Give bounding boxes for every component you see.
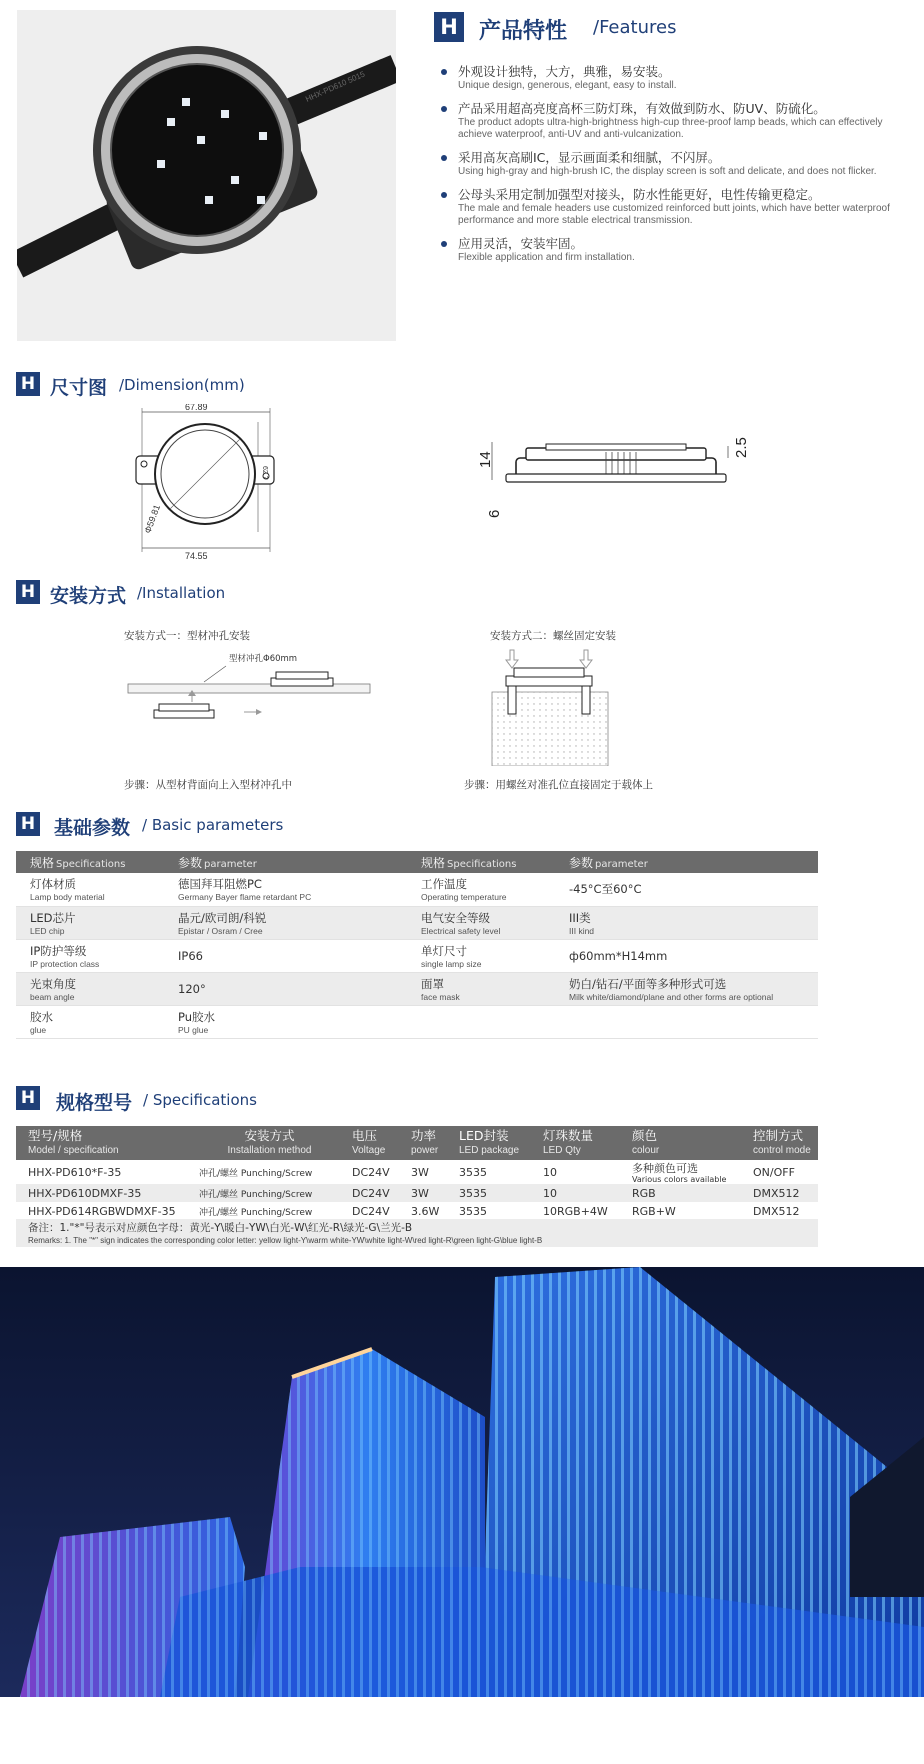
section-h-icon: H bbox=[434, 12, 464, 42]
dim-bottom-width: 74.55 bbox=[185, 551, 208, 561]
feature-item: 采用高灰高刷IC，显示画面柔和细腻，不闪屏。 Using high-gray and high-brush IC, the display screen is soft and delicate, and does not flicker. bbox=[440, 150, 890, 178]
installation-title: 安装方式 bbox=[50, 585, 127, 607]
features-subtitle: /Features bbox=[593, 17, 677, 38]
basic-title: 基础参数 bbox=[54, 817, 131, 839]
install-method1-title: 安装方式一：型材冲孔安装 bbox=[124, 630, 250, 642]
header-cell: 参数 parameter bbox=[555, 851, 818, 873]
table-row: HHX-PD614RGBWDMXF-35 冲孔/螺丝 Punching/Screw DC24V 3.6W 3535 10RGB+4W RGB+W DMX512 bbox=[28, 1204, 800, 1218]
feature-item: 外观设计独特，大方，典雅，易安装。 Unique design, generous, elegant, easy to install. bbox=[440, 64, 890, 92]
dim-top-width: 67.89 bbox=[185, 404, 208, 412]
install-method1-step: 步骤：从型材背面向上入型材冲孔中 bbox=[124, 779, 292, 791]
dim-side-top: 2.5 bbox=[733, 437, 750, 458]
product-photo bbox=[17, 10, 396, 341]
dimension-subtitle: /Dimension(mm) bbox=[119, 376, 245, 394]
dimension-top-view bbox=[130, 404, 280, 564]
cable-print: HHX-PD610 5015 bbox=[304, 69, 367, 104]
feature-item: 应用灵活，安装牢固。 Flexible application and firm installation. bbox=[440, 236, 890, 264]
header-cell: 灯珠数量 LED Qty bbox=[531, 1126, 620, 1160]
header-cell: 安装方式 Installation method bbox=[187, 1126, 340, 1160]
feature-item: 公母头采用定制加强型对接头，防水性能更好，电性传输更稳定。 The male and female headers use customized reinforced butt joints, which have better waterproof performance and more stable electrical transmission. bbox=[440, 187, 890, 227]
dimension-title: 尺寸图 bbox=[50, 377, 108, 399]
table-row: 胶水 glue Pu胶水 PU glue bbox=[16, 1005, 818, 1038]
remark-en: Remarks: 1. The "*" sign indicates the corresponding color letter: yellow light-Y\warm white-YW\white light-W\red light-R\green light-G\blue light-B bbox=[28, 1236, 543, 1245]
feature-item: 产品采用超高亮度高杯三防灯珠，有效做到防水、防UV、防硫化。 The product adopts ultra-high-brightness high-cup three-proof lamp beads, which can effectively achieve waterproof, anti-UV and anti-vulcanization. bbox=[440, 101, 890, 141]
install-method1-hole: 型材冲孔Φ60mm bbox=[229, 654, 298, 664]
table-row: 光束角度 beam angle 120° 面罩 face mask 奶白/钻石/平面等多种形式可选 Milk white/diamond/plane and other forms are optional bbox=[16, 972, 818, 1005]
table-row: IP防护等级 IP protection class IP66 单灯尺寸 single lamp size ф60mm*H14mm bbox=[16, 939, 818, 972]
header-cell: LED封装 LED package bbox=[447, 1126, 531, 1160]
installation-subtitle: /Installation bbox=[137, 584, 226, 602]
header-cell: 规格 Specifications bbox=[407, 851, 555, 873]
header-cell: 功率 power bbox=[399, 1126, 447, 1160]
header-cell: 型号/规格 Model / specification bbox=[16, 1126, 187, 1160]
section-h-icon: H bbox=[16, 1086, 40, 1110]
install-method2-title: 安装方式二：螺丝固定安装 bbox=[490, 630, 616, 642]
header-cell: 控制方式 control mode bbox=[741, 1126, 818, 1160]
install-method2-diagram bbox=[490, 648, 610, 766]
header-cell: 电压 Voltage bbox=[340, 1126, 399, 1160]
install-method2-step: 步骤：用螺丝对准孔位直接固定于载体上 bbox=[464, 779, 653, 791]
header-cell: 颜色 colour bbox=[620, 1126, 741, 1160]
dim-side-base: 6 bbox=[486, 509, 503, 518]
table-header-row bbox=[16, 1126, 818, 1160]
table-row: LED芯片 LED chip 晶元/欧司朗/科锐 Epistar / Osram / Cree 电气安全等级 Electrical safety level III类 III kind bbox=[16, 906, 818, 939]
section-h-icon: H bbox=[16, 372, 40, 396]
application-photo bbox=[0, 1267, 924, 1697]
specs-remark bbox=[16, 1219, 818, 1247]
remark-cn: 备注：1."*"号表示对应颜色字母：黄光-Y\暖白-YW\白光-W\红光-R\绿光-G\兰光-B bbox=[28, 1222, 413, 1234]
section-h-icon: H bbox=[16, 812, 40, 836]
dim-side-height: 14 bbox=[477, 451, 494, 468]
specs-table bbox=[16, 1126, 818, 1220]
section-h-icon: H bbox=[16, 580, 40, 604]
basic-subtitle: / Basic parameters bbox=[142, 816, 284, 834]
table-row: HHX-PD610*F-35 冲孔/螺丝 Punching/Screw DC24V 3W 3535 10 多种颜色可选 Various colors available ON/OFF bbox=[28, 1162, 795, 1184]
table-header-row bbox=[16, 851, 818, 873]
dim-height: 62.7 bbox=[261, 466, 268, 480]
dimension-side-view bbox=[466, 428, 756, 524]
features-list bbox=[440, 64, 890, 273]
table-row: 灯体材质 Lamp body material 德国拜耳阻燃PC Germany Bayer flame retardant PC 工作温度 Operating temperature -45°C至60°C bbox=[16, 873, 818, 906]
table-row: HHX-PD610DMXF-35 冲孔/螺丝 Punching/Screw DC24V 3W 3535 10 RGB DMX512 bbox=[16, 1184, 818, 1202]
header-cell: 规格 Specifications bbox=[16, 851, 164, 873]
dim-diameter: Φ59.81 bbox=[142, 503, 163, 535]
specs-title: 规格型号 bbox=[56, 1092, 133, 1114]
specs-subtitle: / Specifications bbox=[143, 1091, 257, 1109]
header-cell: 参数 parameter bbox=[164, 851, 407, 873]
features-title: 产品特性 bbox=[479, 19, 568, 44]
basic-params-table bbox=[16, 851, 818, 1039]
